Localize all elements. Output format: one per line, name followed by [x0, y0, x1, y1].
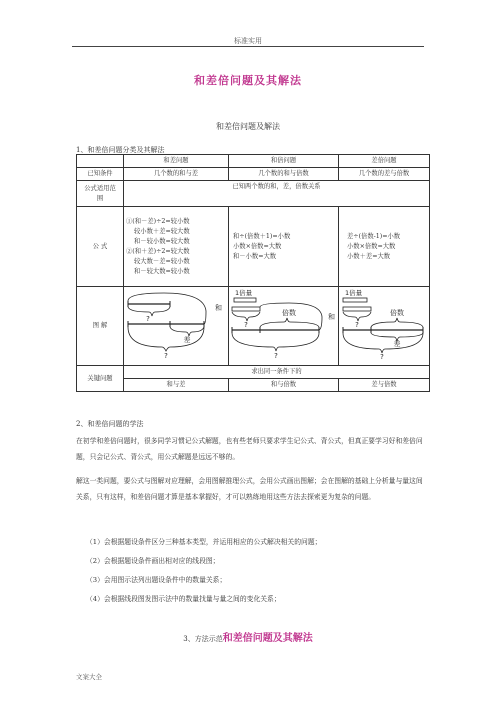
row-label-known: 已知条件	[77, 168, 124, 181]
line-segment-diagram-chabei	[339, 287, 430, 361]
list-item: （3）会用图示法列出题设条件中的数量关系；	[86, 576, 227, 584]
section3-heading	[0, 629, 496, 644]
formula-line: ①(和－差)÷2=较小数	[126, 217, 190, 225]
scope-label-line1: 公式适用范	[84, 184, 116, 192]
formula-line: 小数＋差=大数	[347, 252, 391, 260]
page-header: 标准实用	[234, 37, 262, 45]
formula-line: 小数×倍数=大数	[347, 242, 396, 250]
table-cell-scope: 已知两个数的和，差，倍数关系	[124, 181, 430, 207]
formula-line: 差÷(倍数-1)=小数	[347, 232, 401, 240]
col-header: 差倍问题	[339, 155, 430, 168]
formula-line: 和－较大数=较小数	[134, 267, 190, 275]
classification-table	[76, 154, 430, 392]
section2-heading: 2、和差倍问题的学法	[76, 420, 144, 428]
unknown-label: ?	[146, 315, 150, 323]
page-footer: 文案大全	[76, 673, 102, 681]
table-cell: 几个数的和与倍数	[229, 168, 339, 181]
formula-line: 小数×倍数=大数	[233, 242, 282, 250]
diagram-chabei	[339, 287, 430, 366]
table-cell: 和与倍数	[229, 379, 339, 392]
page-subtitle: 和差倍问题及解法	[216, 122, 280, 131]
row-label-diagram: 图 解	[77, 287, 124, 366]
paragraph: 解这一类问题，要公式与图解对应理解，会用图解推理公式，会用公式画出图解；会在图解的基础上分析量与量这间关系，只有这样，和差倍问题才算是基本掌握好，才可以熟练地用这些方法去探索更为复杂的问题。	[76, 477, 423, 501]
unknown-label: ?	[164, 352, 168, 360]
table-cell: 几个数的差与倍数	[339, 168, 430, 181]
row-label-formula: 公 式	[77, 207, 124, 287]
col-header: 和倍问题	[229, 155, 339, 168]
multiple-label: 倍数	[390, 309, 404, 317]
list-item: （1）会根据题设条件区分三种基本类型，并运用相应的公式解决相关的问题；	[86, 538, 322, 546]
col-header: 和差问题	[124, 155, 229, 168]
unknown-label: ?	[380, 353, 384, 361]
sum-label: 和	[215, 304, 222, 312]
unknown-label: ?	[274, 352, 278, 360]
page-title: 和差倍问题及其解法	[194, 74, 302, 87]
unknown-label: ?	[244, 321, 248, 329]
row-label-scope	[77, 181, 124, 207]
list-item: （2）会根据题设条件画出相对应的线段图；	[86, 557, 220, 565]
list-item: （4）会根据线段图发图示法中的数量找量与量之间的变化关系；	[86, 595, 281, 603]
formula-line: 和－小数=大数	[233, 252, 277, 260]
paragraph: 在初学和差倍问题时，很多同学习惯记公式解题，也有些老师只要求学生记公式、背公式，但真正要学习好和差倍问题，只会记公式、背公式，用公式解题是远远不够的。	[76, 437, 423, 461]
formula-line: 较大数－差=较小数	[134, 257, 190, 265]
formula-line: 和÷(倍数＋1)=小数	[233, 232, 291, 240]
line-segment-diagram-hecha	[124, 287, 229, 361]
formula-line: 和－较小数=较大数	[134, 237, 190, 245]
section3-prefix: 3、方法示范	[183, 635, 223, 643]
one-unit-label: 1倍量	[345, 289, 363, 297]
formula-cell-hecha	[124, 207, 229, 287]
scope-label-line2: 围	[96, 194, 104, 202]
formula-line: 较小数＋差=较大数	[134, 227, 190, 235]
header-rule	[72, 46, 424, 47]
table-cell-key: 求出同一条件下的	[124, 366, 430, 379]
formula-cell-hebei	[229, 207, 339, 287]
difference-label: 差	[393, 340, 401, 348]
formula-line: ②(和＋差)÷2=较大数	[126, 247, 190, 255]
diagram-hebei	[229, 287, 339, 366]
multiple-label: 倍数	[282, 309, 296, 317]
sum-label: 和	[328, 313, 335, 321]
section3-highlight: 和差倍问题及其解法	[222, 633, 313, 644]
formula-cell-chabei	[339, 207, 430, 287]
diagram-hecha	[124, 287, 229, 366]
row-label-key: 关键问题	[77, 366, 124, 392]
line-segment-diagram-hebei	[229, 287, 339, 361]
table-cell: 和与差	[124, 379, 229, 392]
table-cell: 差与倍数	[339, 379, 430, 392]
unknown-label: ?	[355, 321, 359, 329]
section1-heading: 1、和差倍问题分类及其解法	[76, 146, 165, 154]
one-unit-label: 1倍量	[235, 289, 253, 297]
table-cell: 几个数的和与差	[124, 168, 229, 181]
difference-label: 差	[183, 336, 191, 344]
table-corner	[77, 155, 124, 168]
